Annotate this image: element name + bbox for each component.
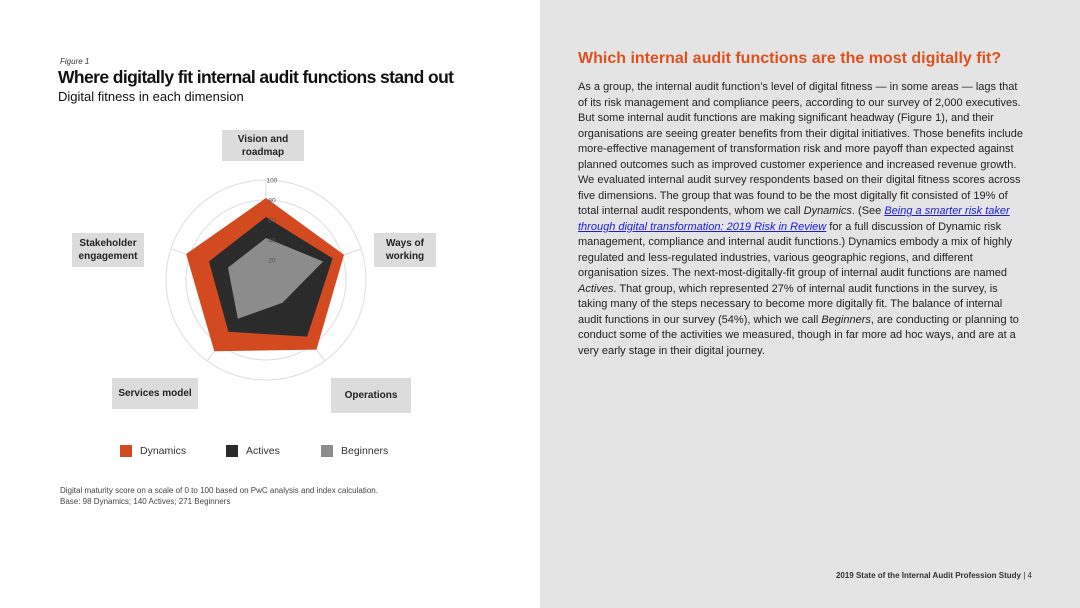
chart-note-base: Base: 98 Dynamics; 140 Actives; 271 Beginners (60, 496, 231, 506)
chart-note-scale: Digital maturity score on a scale of 0 to 100 based on PwC analysis and index calculation. (60, 486, 378, 495)
legend-swatch-dynamics (120, 445, 132, 457)
axis-label-services-model: Services model (112, 378, 198, 409)
legend-label-dynamics: Dynamics (140, 445, 187, 457)
tick-label: 100 (266, 177, 278, 185)
legend-item-actives (226, 445, 321, 457)
chart-legend (120, 444, 388, 458)
section-title: Which internal audit functions are the most digitally fit? (578, 50, 1002, 67)
footer-title: 2019 State of the Internal Audit Profession Study (835, 571, 1022, 580)
axis-label-stakeholder-engagement: Stakeholder engagement (72, 233, 144, 267)
tick-label: 60 (268, 217, 276, 225)
term-actives: Actives (578, 282, 614, 295)
paragraph-2: We evaluated internal audit survey respondents based on their digital fitness scores across five dimensions. The group that was found to be the most digitally fit consisted of 19% of total internal audit respondents, whom we call Dynamics. (See Being a smarter risk taker through digital transformation: 2019 Risk in Review for a full discussion of Dynamic risk management, compliance and internal audit functions.) Dynamics embody a mix of highly regulated and less-regulated industries, various geographic regions, and different organisation sizes. The next-most-digitally-fit group of internal audit functions are named Actives. That group, which represented 27% of internal audit functions in the survey, is taking many of the steps necessary to become more digitally fit. The balance of internal audit functions in our survey (54%), which we call Beginners, are conducting or planning to conduct some of the activities we measured, though in far more ad hoc ways, and are at a very early stage in their digital journey. (578, 174, 1021, 357)
legend-swatch-beginners (321, 445, 333, 457)
figure-subtitle: Digital fitness in each dimension (58, 89, 244, 104)
figure-title: Where digitally fit internal audit functions stand out (58, 67, 454, 87)
risk-in-review-link[interactable]: Being a smarter risk taker through digital transformation: 2019 Risk in Review (578, 205, 1010, 233)
tick-label: 20 (268, 257, 276, 265)
legend-swatch-actives (226, 445, 238, 457)
chart-note (60, 486, 378, 507)
legend-item-beginners (321, 445, 388, 457)
figure-label: Figure 1 (60, 57, 90, 66)
text-panel (540, 0, 1080, 608)
term-beginners: Beginners (821, 313, 871, 326)
paragraph-1: As a group, the internal audit function’s level of digital fitness — in some areas — lags that of its risk management and compliance peers, according to our survey of 2,000 executives. But some internal audit functions are making significant headway (Figure 1), and their organisations are seeing greater benefits from their digital initiatives. Those benefits include more-effective management of transformation risk and more payoff than expected against planned outcomes such as improved customer experience and increased revenue growth. (578, 81, 1023, 171)
tick-label: 40 (268, 237, 276, 245)
term-dynamics: Dynamics (803, 205, 852, 217)
axis-label-operations: Operations (331, 378, 411, 413)
page-number: | 4 (1023, 571, 1032, 580)
body-text (578, 80, 1024, 359)
legend-item-dynamics (120, 445, 226, 457)
legend-label-beginners: Beginners (341, 445, 389, 457)
axis-label-vision-and-roadmap: Vision and roadmap (222, 130, 304, 161)
tick-label: 80 (268, 197, 276, 205)
legend-label-actives: Actives (246, 445, 280, 457)
page-footer (836, 571, 1032, 580)
axis-label-ways-of-working: Ways of working (374, 233, 436, 267)
